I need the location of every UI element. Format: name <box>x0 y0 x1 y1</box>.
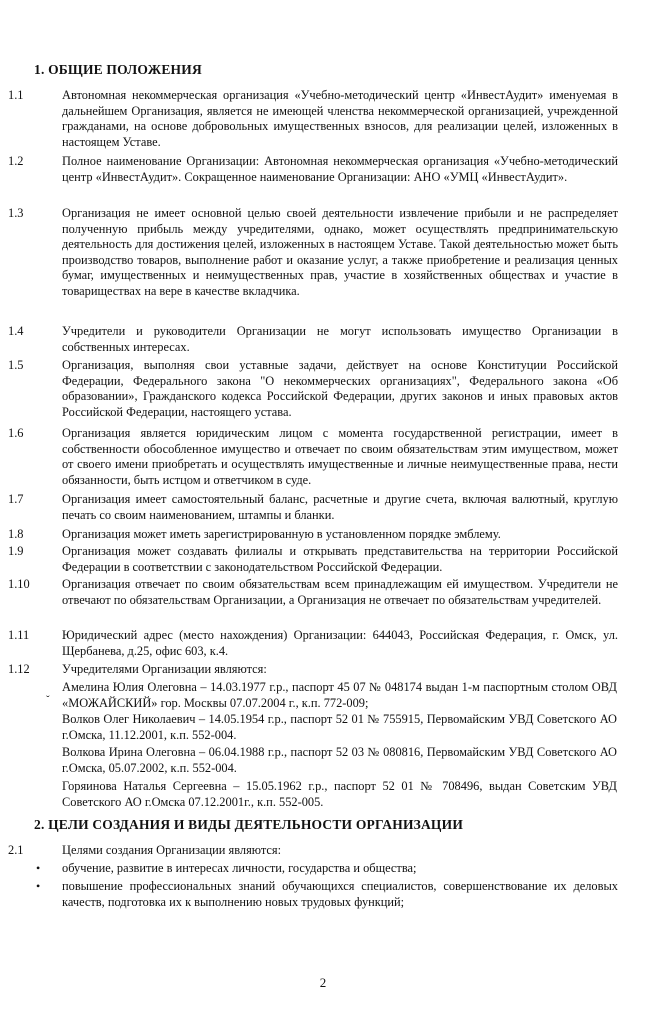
clause-text: Организация может создавать филиалы и открывать представительства на территории Российской Федерации в соответствии с законодательством Российской Федерации. <box>62 544 618 574</box>
section-1-heading: 1. ОБЩИЕ ПОЛОЖЕНИЯ <box>34 62 202 77</box>
page-number: 2 <box>319 975 327 990</box>
clause-text: Организация, выполняя свои уставные задачи, действует на основе Конституции Российской Федерации, Федерального закона "О некоммерческих организациях", Федерального закона «Об образовании», Гражданского кодекса Российской Федерации, других законов и иных правовых актов Российской Федерации, настоящего устава. <box>62 358 618 419</box>
clause-number: 1.7 <box>8 492 24 506</box>
clause-number: 1.6 <box>8 426 24 440</box>
founder-entry: Амелина Юлия Олеговна – 14.03.1977 г.р., паспорт 45 07 № 048174 выдан 1-м паспортным столом ОВД «МОЖАЙСКИЙ» гор. Москвы 07.07.2004 г., к.п. 772-009; <box>62 680 617 710</box>
clause-text: Целями создания Организации являются: <box>62 843 282 857</box>
clause-text: Полное наименование Организации: Автономная некоммерческая организация «Учебно-методический центр «ИнвестАудит». Сокращенное наименование Организации: АНО «УМЦ «ИнвестАудит». <box>62 154 618 184</box>
clause-number: 2.1 <box>8 843 24 857</box>
clause-number: 1.9 <box>8 544 24 558</box>
clause-number: 1.3 <box>8 206 24 220</box>
clause-number: 1.1 <box>8 88 24 102</box>
clause-text: Автономная некоммерческая организация «Учебно-методический центр «ИнвестАудит» именуемая в дальнейшем Организация, является не имеющей членства некоммерческой организацией, учрежденной гражданами, на основе добровольных имущественных взносов, для реализации целей, изложенных в настоящем Уставе. <box>62 88 618 149</box>
clause-text: Учредителями Организации являются: <box>62 662 267 676</box>
founder-entry: Волкова Ирина Олеговна – 06.04.1988 г.р., паспорт 52 03 № 080816, Первомайским УВД Советского АО г.Омска, 05.07.2002, к.п. 552-004. <box>62 745 617 775</box>
clause-text: Организация не имеет основной целью своей деятельности извлечение прибыли и не распределяет полученную прибыль между учредителями, однако, может осуществлять предпринимательскую деятельность для достижения целей, изложенных в настоящем Уставе. Такой деятельностью может быть производство товаров, выполнение работ и оказание услуг, а также приобретение и реализация ценных бумаг, имущественных и неимущественных прав, участие в хозяйственных обществах и участие в товариществах на вере в качестве вкладчика. <box>62 206 618 298</box>
clause-number: 1.8 <box>8 527 24 541</box>
clause-text: Юридический адрес (место нахождения) Организации: 644043, Российская Федерация, г. Омск, ул. Щербанева, д.25, офис 603, к.4. <box>62 628 618 658</box>
clause-number: 1.4 <box>8 324 24 338</box>
bullet-icon: • <box>36 861 41 875</box>
clause-text: Организация имеет самостоятельный баланс, расчетные и другие счета, включая валютный, круглую печать со своим наименованием, штампы и бланки. <box>62 492 618 522</box>
list-item-text: повышение профессиональных знаний обучающихся специалистов, совершенствование их деловых качеств, подготовка их к выполнению новых трудовых функций; <box>62 879 618 909</box>
clause-number: 1.12 <box>8 662 30 676</box>
bullet-icon: • <box>36 879 41 893</box>
stray-mark: ˇ <box>46 694 50 706</box>
clause-number: 1.10 <box>8 577 30 591</box>
clause-text: Организация может иметь зарегистрированную в установленном порядке эмблему. <box>62 527 501 541</box>
clause-text: Организация отвечает по своим обязательствам всем принадлежащим ей имуществом. Учредители не отвечают по обязательствам Организации, а Организация не отвечает по обязательствам учредителей. <box>62 577 618 607</box>
section-2-heading: 2. ЦЕЛИ СОЗДАНИЯ И ВИДЫ ДЕЯТЕЛЬНОСТИ ОРГАНИЗАЦИИ <box>34 817 464 832</box>
clause-number: 1.11 <box>8 628 30 642</box>
clause-text: Организация является юридическим лицом с момента государственной регистрации, имеет в собственности обособленное имущество и отвечает по своим обязательствам этим имуществом, может от своего имени приобретать и осуществлять имущественные и личные неимущественные права, нести обязанности, быть истцом и ответчиком в суде. <box>62 426 618 487</box>
clause-text: Учредители и руководители Организации не могут использовать имущество Организации в собственных интересах. <box>62 324 618 354</box>
founder-entry: Горяинова Наталья Сергеевна – 15.05.1962 г.р., паспорт 52 01 № 708496, выдан Советским УВД Советского АО г.Омска 07.12.2001г., к.п. 552-005. <box>62 779 617 809</box>
founder-entry: Волков Олег Николаевич – 14.05.1954 г.р., паспорт 52 01 № 755915, Первомайским УВД Советского АО г.Омска, 11.12.2001, к.п. 552-004. <box>62 712 617 742</box>
list-item-text: обучение, развитие в интересах личности, государства и общества; <box>62 861 417 875</box>
clause-number: 1.2 <box>8 154 24 168</box>
clause-number: 1.5 <box>8 358 24 372</box>
